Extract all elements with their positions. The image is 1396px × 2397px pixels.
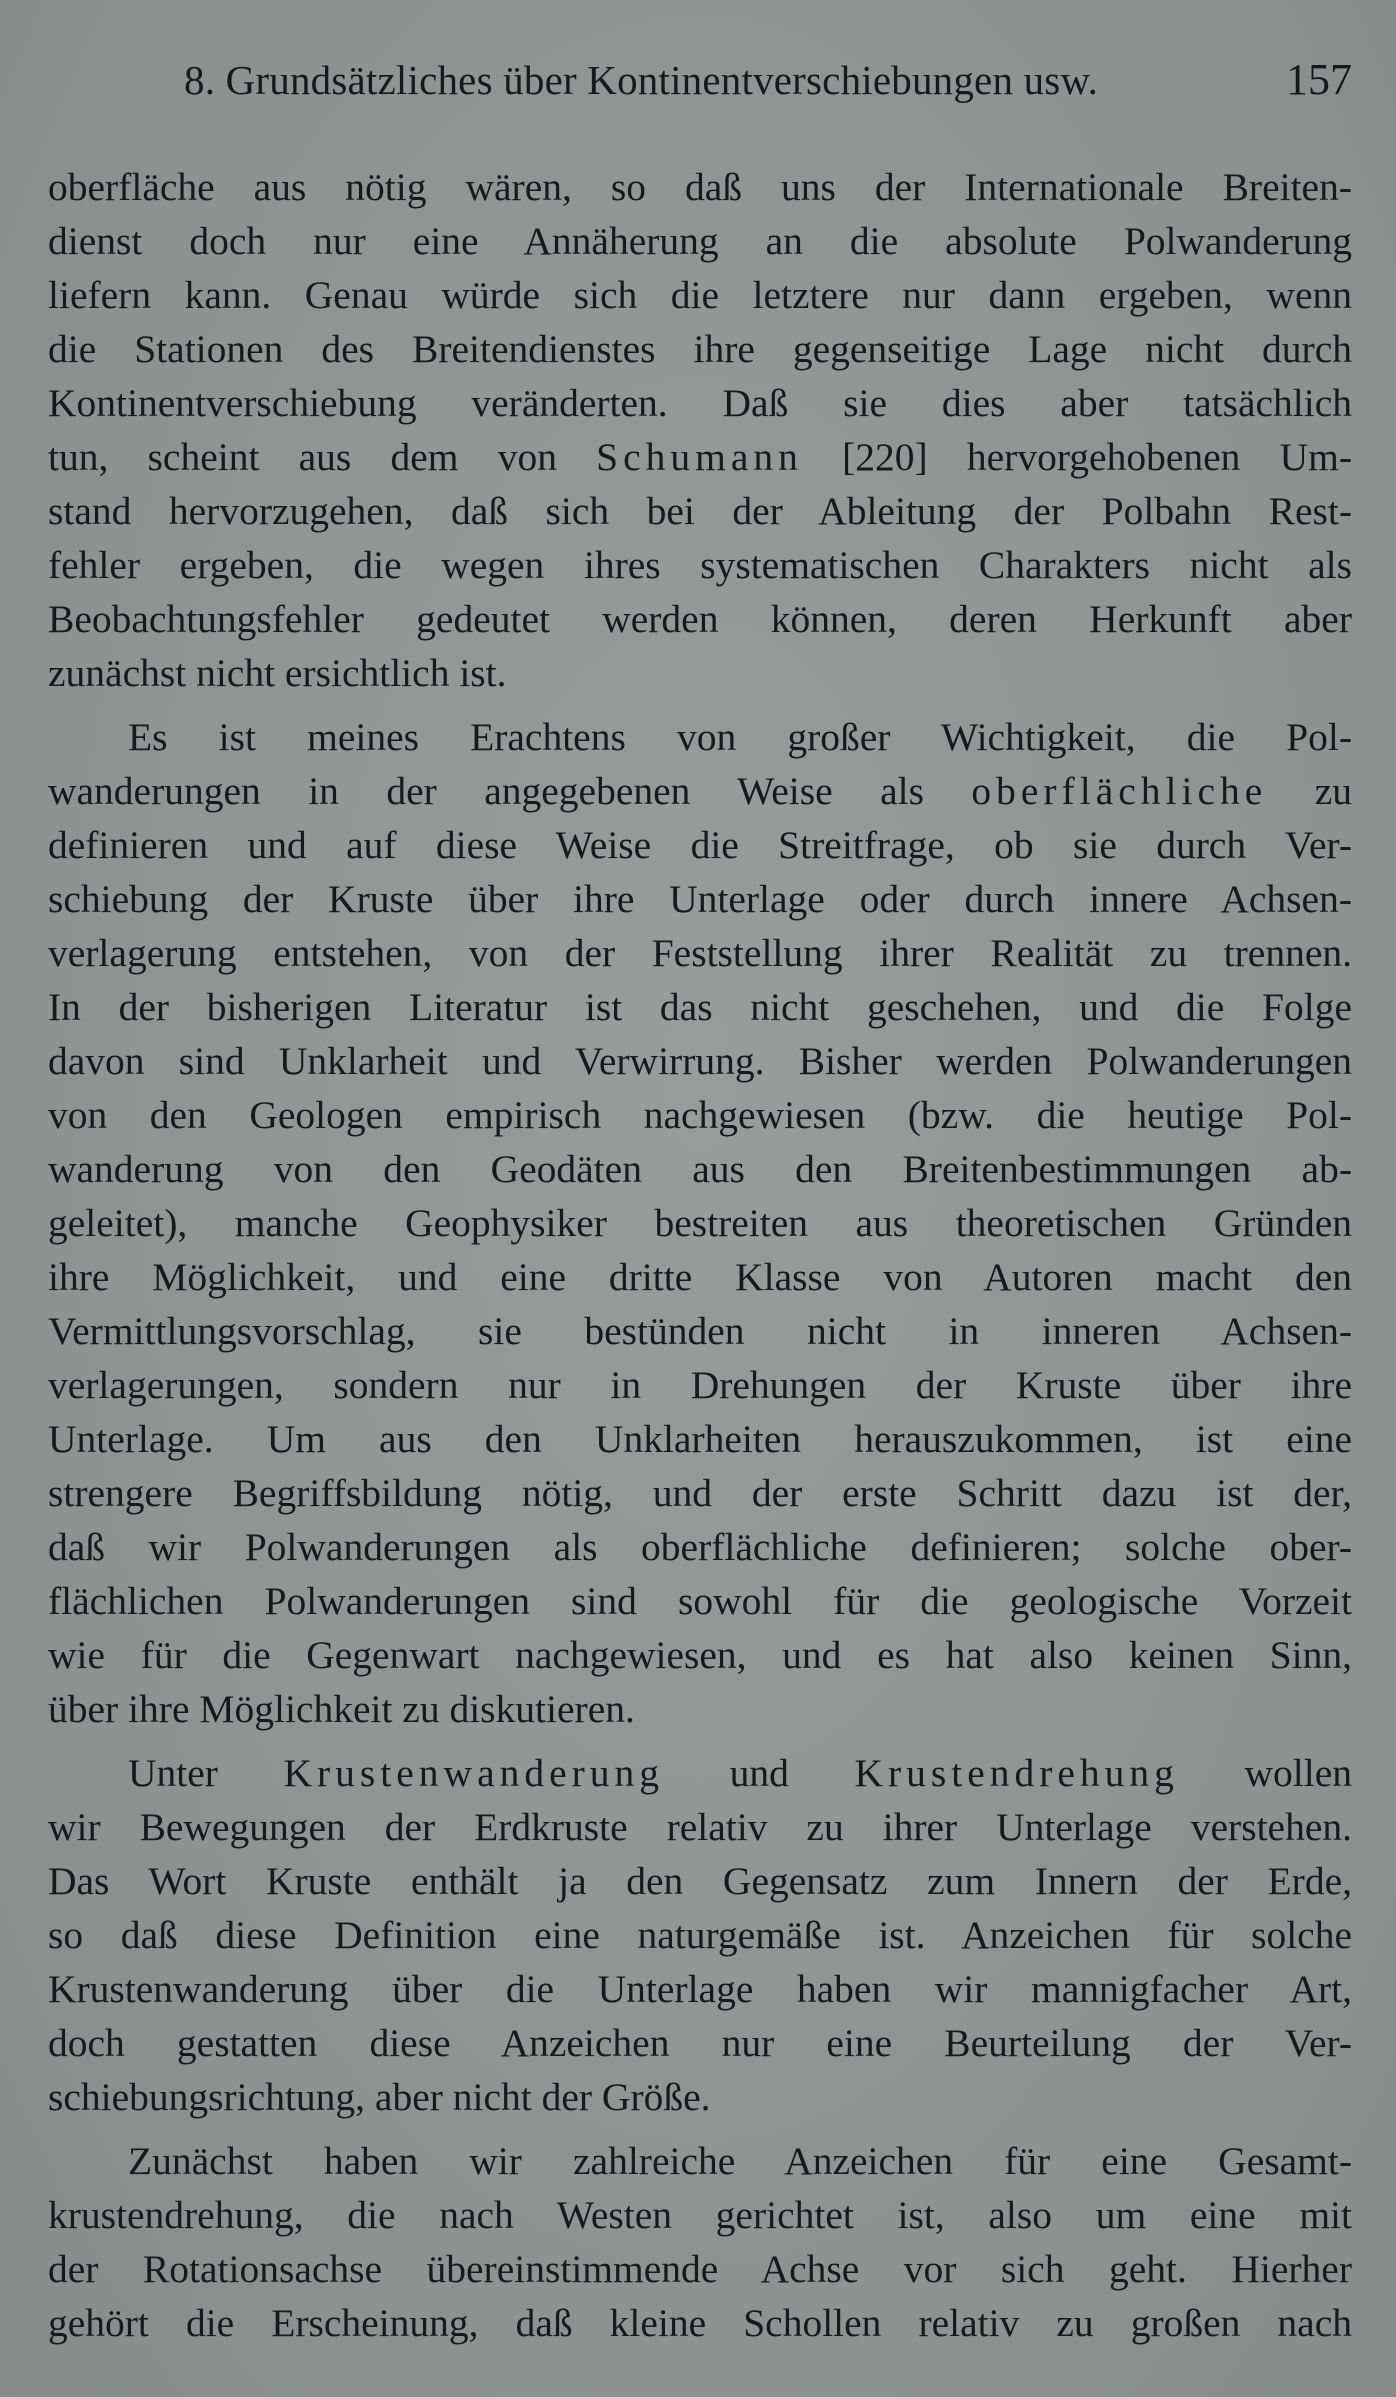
- text-line: oberfläche aus nötig wären, so daß uns der Internationale Breiten-: [48, 165, 1352, 209]
- text-line: Das Wort Kruste enthält ja den Gegensatz zum Innern der Erde,: [48, 1859, 1352, 1903]
- text-line: Beobachtungsfehler gedeutet werden können, deren Herkunft aber: [48, 597, 1352, 641]
- text-segment: Unter: [128, 1751, 284, 1795]
- body-text: [48, 160, 1352, 2350]
- text-line: Unterlage. Um aus den Unklarheiten herauszukommen, ist eine: [48, 1417, 1352, 1461]
- text-segment: [220] hervorgehobenen Um-: [802, 435, 1352, 479]
- paragraph-1: [48, 160, 1352, 700]
- text-line: verlagerung entstehen, von der Feststellung ihrer Realität zu trennen.: [48, 931, 1352, 975]
- text-line: In der bisherigen Literatur ist das nicht geschehen, und die Folge: [48, 985, 1352, 1029]
- text-line: schiebungsrichtung, aber nicht der Größe.: [48, 2075, 711, 2119]
- running-head: 8. Grundsätzliches über Kontinentverschiebungen usw.: [184, 57, 1099, 103]
- text-line: ihre Möglichkeit, und eine dritte Klasse von Autoren macht den: [48, 1255, 1352, 1299]
- text-line: strengere Begriffsbildung nötig, und der erste Schritt dazu ist der,: [48, 1471, 1352, 1515]
- text-line: [48, 430, 1352, 484]
- spaced-term: oberflächliche: [971, 769, 1268, 813]
- paragraph-4: [48, 2134, 1352, 2350]
- paragraph-3: [48, 1746, 1352, 2124]
- text-line: definieren und auf diese Weise die Streitfrage, ob sie durch Ver-: [48, 823, 1352, 867]
- text-line: Vermittlungsvorschlag, sie bestünden nicht in inneren Achsen-: [48, 1309, 1352, 1353]
- text-line: stand hervorzugehen, daß sich bei der Ableitung der Polbahn Rest-: [48, 489, 1352, 533]
- text-line: der Rotationsachse übereinstimmende Achse vor sich geht. Hierher: [48, 2247, 1352, 2291]
- text-line: doch gestatten diese Anzeichen nur eine Beurteilung der Ver-: [48, 2021, 1352, 2065]
- text-line: von den Geologen empirisch nachgewiesen (bzw. die heutige Pol-: [48, 1093, 1352, 1137]
- text-line: über ihre Möglichkeit zu diskutieren.: [48, 1687, 635, 1731]
- text-line: zunächst nicht ersichtlich ist.: [48, 651, 507, 695]
- text-line: die Stationen des Breitendienstes ihre gegenseitige Lage nicht durch: [48, 327, 1352, 371]
- text-segment: und: [664, 1751, 855, 1795]
- text-line: Kontinentverschiebung veränderten. Daß sie dies aber tatsächlich: [48, 381, 1352, 425]
- page-number: 157: [1286, 55, 1352, 104]
- text-line: daß wir Polwanderungen als oberflächliche definieren; solche ober-: [48, 1525, 1352, 1569]
- text-line: krustendrehung, die nach Westen gerichtet ist, also um eine mit: [48, 2193, 1352, 2237]
- text-line: wie für die Gegenwart nachgewiesen, und es hat also keinen Sinn,: [48, 1633, 1352, 1677]
- text-line: wanderung von den Geodäten aus den Breitenbestimmungen ab-: [48, 1147, 1352, 1191]
- text-line: [48, 764, 1352, 818]
- text-line: so daß diese Definition eine naturgemäße ist. Anzeichen für solche: [48, 1913, 1352, 1957]
- text-line: schiebung der Kruste über ihre Unterlage oder durch innere Achsen-: [48, 877, 1352, 921]
- text-line: Zunächst haben wir zahlreiche Anzeichen für eine Gesamt-: [128, 2139, 1352, 2183]
- text-line: geleitet), manche Geophysiker bestreiten aus theoretischen Gründen: [48, 1201, 1352, 1245]
- text-line: verlagerungen, sondern nur in Drehungen der Kruste über ihre: [48, 1363, 1352, 1407]
- text-line: dienst doch nur eine Annäherung an die absolute Polwanderung: [48, 219, 1352, 263]
- text-line: [48, 1746, 1352, 1800]
- text-line: wir Bewegungen der Erdkruste relativ zu ihrer Unterlage verstehen.: [48, 1805, 1352, 1849]
- text-line: liefern kann. Genau würde sich die letztere nur dann ergeben, wenn: [48, 273, 1352, 317]
- text-segment: wanderungen in der angegebenen Weise als: [48, 769, 972, 813]
- text-line: davon sind Unklarheit und Verwirrung. Bisher werden Polwanderungen: [48, 1039, 1352, 1083]
- text-line: fehler ergeben, die wegen ihres systematischen Charakters nicht als: [48, 543, 1352, 587]
- text-line: Krustenwanderung über die Unterlage haben wir mannigfacher Art,: [48, 1967, 1352, 2011]
- spaced-term: Krustenwanderung: [283, 1751, 665, 1795]
- text-line: gehört die Erscheinung, daß kleine Schollen relativ zu großen nach: [48, 2301, 1352, 2345]
- text-segment: zu: [1267, 769, 1352, 813]
- text-line: Es ist meines Erachtens von großer Wichtigkeit, die Pol-: [128, 715, 1352, 759]
- spaced-term: Krustendrehung: [854, 1751, 1179, 1795]
- spaced-name: Schumann: [596, 435, 803, 479]
- paragraph-2: [48, 710, 1352, 1736]
- text-segment: tun, scheint aus dem von: [48, 435, 597, 479]
- text-segment: wollen: [1178, 1751, 1353, 1795]
- page-header: [48, 50, 1352, 110]
- text-line: flächlichen Polwanderungen sind sowohl für die geologische Vorzeit: [48, 1579, 1352, 1623]
